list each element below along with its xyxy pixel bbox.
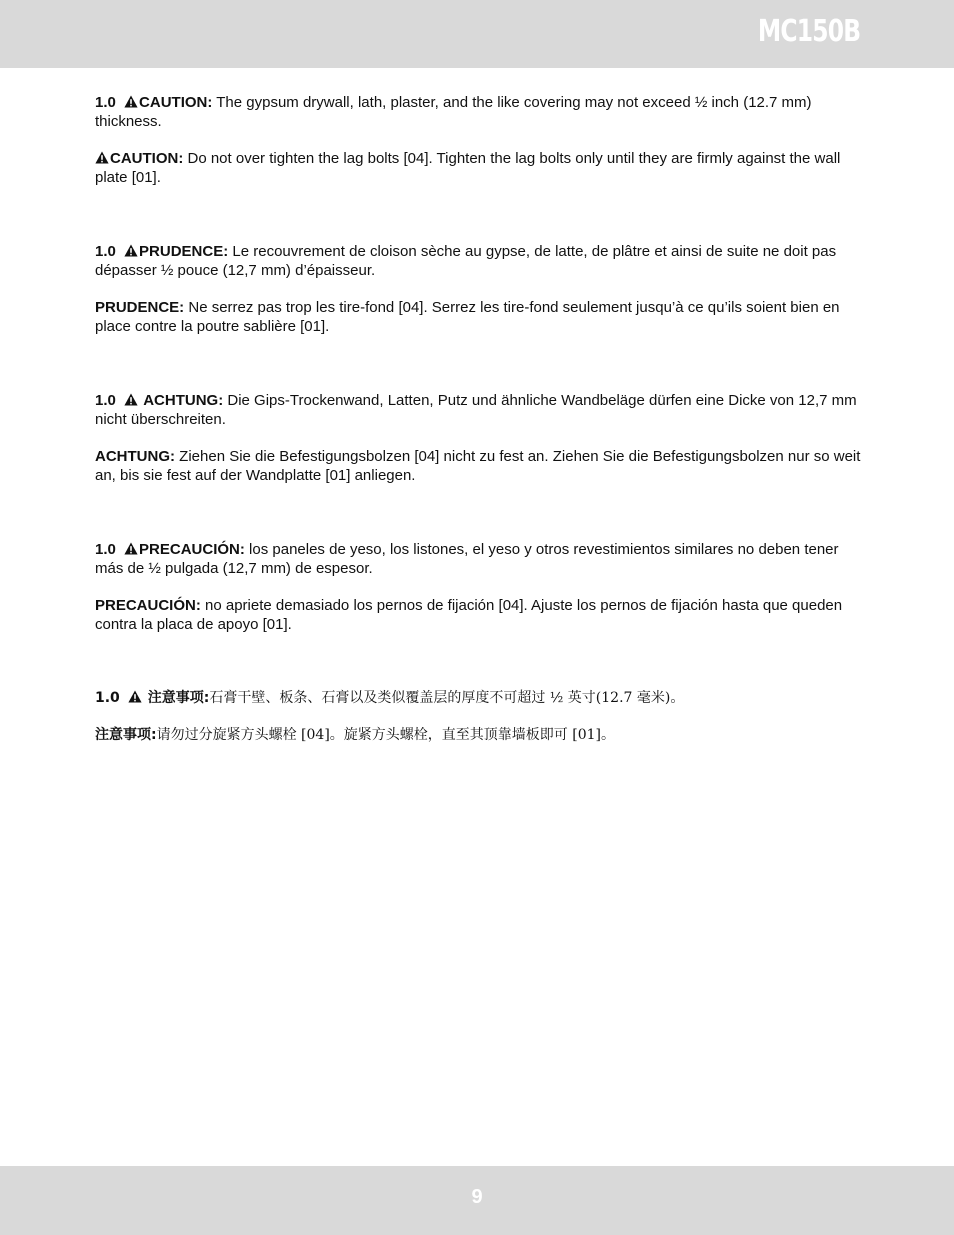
caution-zh-thickness xyxy=(95,689,865,708)
caution-es-lag-bolts xyxy=(95,596,865,634)
section-number: 1.0 xyxy=(95,243,116,260)
warning-triangle-icon xyxy=(124,244,138,257)
model-code: MC150B xyxy=(757,14,860,49)
caution-label: PRUDENCE: xyxy=(95,299,185,316)
caution-label: PRECAUCIÓN: xyxy=(139,541,245,558)
header-bar xyxy=(0,0,954,68)
caution-text: The gypsum drywall, lath, plaster, and the like covering may not exceed ½ inch (12.7 mm) thickness. xyxy=(95,94,812,130)
caution-label: CAUTION: xyxy=(139,94,213,111)
section-number: 1.0 xyxy=(95,392,116,409)
document-body xyxy=(95,93,865,745)
section-number: 1.0 xyxy=(95,690,120,706)
caution-text: Ziehen Sie die Befestigungsbolzen [04] nicht zu fest an. Ziehen Sie die Befestigungsbolzen nur so weit an, bis sie fest auf der Wandplatte [01] anliegen. xyxy=(95,448,861,484)
warning-triangle-icon xyxy=(95,151,109,164)
caution-label: CAUTION: xyxy=(110,150,184,167)
page-number: 9 xyxy=(471,1186,483,1208)
caution-text: 石膏干壁、板条、石膏以及类似覆盖层的厚度不可超过 ½ 英寸(12.7 毫米)。 xyxy=(209,690,685,706)
caution-text: los paneles de yeso, los listones, el yeso y otros revestimientos similares no deben tener más de ½ pulgada (12,7 mm) de espesor. xyxy=(95,541,839,577)
warning-triangle-icon xyxy=(124,393,138,406)
caution-fr-thickness xyxy=(95,242,865,280)
warning-triangle-icon xyxy=(124,95,138,108)
caution-text: Le recouvrement de cloison sèche au gypse, de latte, de plâtre et ainsi de suite ne doit pas dépasser ½ pouce (12,7 mm) d’épaisseur. xyxy=(95,243,837,279)
caution-label: PRECAUCIÓN: xyxy=(95,597,201,614)
caution-fr-lag-bolts xyxy=(95,298,865,336)
caution-label: ACHTUNG: xyxy=(143,392,224,409)
section-number: 1.0 xyxy=(95,94,116,111)
caution-label: 注意事项: xyxy=(147,690,210,706)
section-number: 1.0 xyxy=(95,541,116,558)
caution-en-thickness xyxy=(95,93,865,131)
caution-text: Die Gips-Trockenwand, Latten, Putz und ähnliche Wandbeläge dürfen eine Dicke von 12,7 mm nicht überschreiten. xyxy=(95,392,857,428)
caution-text: no apriete demasiado los pernos de fijación [04]. Ajuste los pernos de fijación hasta que queden contra la placa de apoyo [01]. xyxy=(95,597,843,633)
warning-triangle-icon xyxy=(124,542,138,555)
caution-es-thickness xyxy=(95,540,865,578)
caution-label: PRUDENCE: xyxy=(139,243,229,260)
caution-en-lag-bolts xyxy=(95,149,865,187)
caution-de-lag-bolts xyxy=(95,447,865,485)
caution-zh-lag-bolts xyxy=(95,726,865,745)
caution-label: 注意事项: xyxy=(95,727,157,743)
caution-text: 请勿过分旋紧方头螺栓 [04]。旋紧方头螺栓，直至其顶靠墙板即可 [01]。 xyxy=(156,727,615,743)
warning-triangle-icon xyxy=(128,690,142,703)
caution-de-thickness xyxy=(95,391,865,429)
caution-text: Do not over tighten the lag bolts [04]. Tighten the lag bolts only until they are firmly against the wall plate [01]. xyxy=(95,150,841,186)
footer-bar xyxy=(0,1166,954,1235)
caution-label: ACHTUNG: xyxy=(95,448,175,465)
caution-text: Ne serrez pas trop les tire-fond [04]. Serrez les tire-fond seulement jusqu’à ce qu’ils soient bien en place contre la poutre sablière [01]. xyxy=(95,299,840,335)
